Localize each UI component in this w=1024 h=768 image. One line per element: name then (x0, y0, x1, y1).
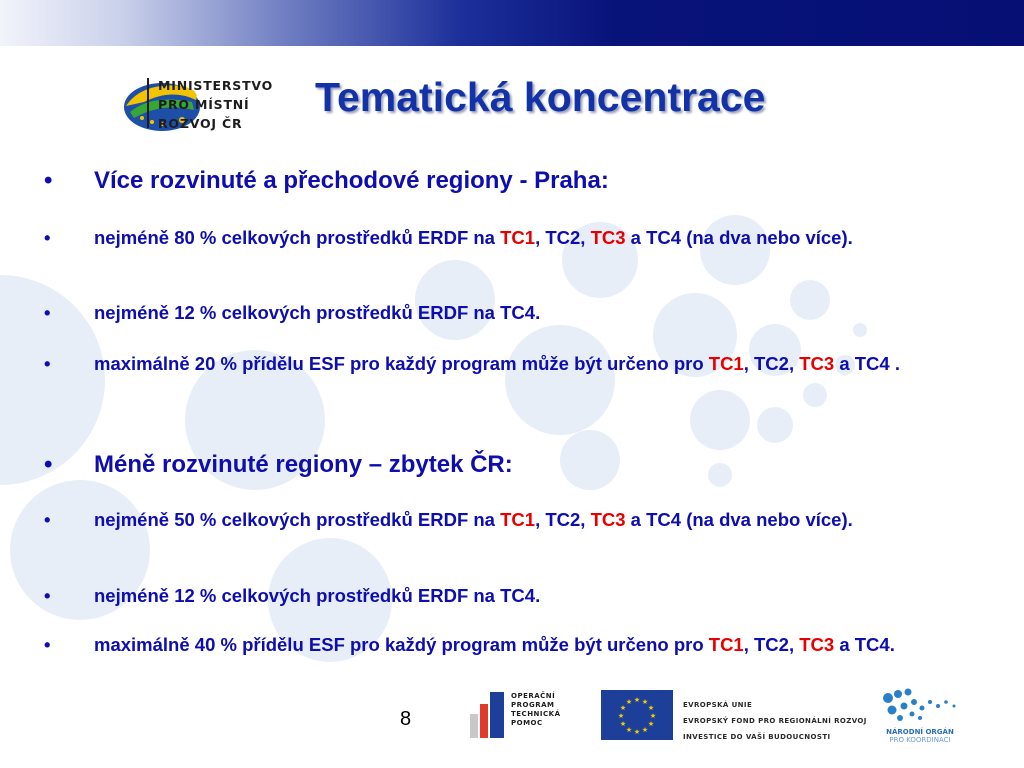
op-line: OPERAČNÍ (511, 692, 556, 700)
svg-text:★: ★ (641, 698, 649, 706)
op-line: TECHNICKÁ (511, 710, 561, 718)
narodni-organ-subtitle: PRO KOORDINACI (889, 736, 951, 744)
svg-text:★: ★ (625, 698, 633, 706)
highlight-tc3: TC3 (590, 509, 626, 530)
ministry-line: PRO MÍSTNÍ (158, 97, 250, 112)
highlight-tc1: TC1 (708, 353, 744, 374)
item-text: nejméně 80 % celkových prostředků ERDF na (94, 227, 501, 248)
list-item (44, 299, 974, 327)
item-text: nejméně 50 % celkových prostředků ERDF na (94, 509, 501, 530)
svg-text:★: ★ (647, 704, 655, 712)
svg-text:★: ★ (647, 720, 655, 728)
eu-line: EVROPSKÁ UNIE (683, 701, 753, 709)
list-item (44, 350, 974, 378)
svg-text:★: ★ (625, 726, 633, 734)
ministry-line: MINISTERSTVO (158, 78, 274, 93)
bullet: • (44, 227, 51, 248)
item-text: maximálně 40 % přídělu ESF pro každý program může být určeno pro (94, 634, 709, 655)
svg-text:★: ★ (619, 720, 627, 728)
item-text: a TC4 (na dva nebo více). (625, 227, 853, 248)
svg-text:★: ★ (649, 712, 657, 720)
item-text: maximálně 20 % přídělu ESF pro každý program může být určeno pro (94, 353, 709, 374)
list-item (44, 506, 974, 534)
narodni-organ-title: NÁRODNÍ ORGÁN (886, 728, 954, 736)
op-line: POMOC (511, 719, 543, 727)
ministry-name (158, 76, 273, 133)
item-text: , TC2, (743, 634, 800, 655)
item-text: nejméně 12 % celkových prostředků ERDF na TC4. (94, 585, 541, 606)
svg-text:★: ★ (633, 728, 641, 736)
eu-text (683, 697, 867, 745)
ministry-line: ROZVOJ ČR (158, 116, 243, 131)
highlight-tc3: TC3 (590, 227, 626, 248)
bullet: • (44, 509, 51, 530)
svg-text:★: ★ (633, 696, 641, 704)
svg-text:★: ★ (641, 726, 649, 734)
bullet: • (44, 451, 53, 478)
eu-line: INVESTICE DO VAŠÍ BUDOUCNOSTI (683, 733, 831, 741)
highlight-tc1: TC1 (500, 227, 536, 248)
section-heading (44, 167, 974, 195)
highlight-tc1: TC1 (708, 634, 744, 655)
op-line: PROGRAM (511, 701, 555, 709)
eu-line: EVROPSKÝ FOND PRO REGIONÁLNÍ ROZVOJ (683, 717, 867, 725)
eu-flag-icon (601, 690, 673, 740)
item-text: , TC2, (535, 227, 591, 248)
item-text: a TC4. (834, 634, 895, 655)
section-heading (44, 451, 974, 479)
bullet: • (44, 302, 51, 323)
bullet: • (44, 353, 51, 374)
page-title: Tematická koncentrace (315, 74, 766, 120)
highlight-tc3: TC3 (799, 353, 835, 374)
item-text: a TC4 (na dva nebo více). (625, 509, 853, 530)
op-program-text (511, 692, 561, 728)
list-item (44, 631, 974, 659)
section-heading-text: Méně rozvinuté regiony – zbytek ČR: (94, 451, 513, 478)
section-heading-text: Více rozvinuté a přechodové regiony - Praha: (94, 167, 609, 194)
item-text: , TC2, (743, 353, 800, 374)
highlight-tc3: TC3 (799, 634, 835, 655)
narodni-organ-logo-icon (880, 686, 970, 728)
bullet: • (44, 167, 53, 194)
ministry-separator (147, 78, 149, 128)
narodni-organ-text (875, 728, 965, 744)
op-program-logo-icon (468, 688, 510, 740)
item-text: a TC4 . (834, 353, 900, 374)
bullet: • (44, 634, 51, 655)
list-item (44, 224, 974, 252)
page-number: 8 (400, 708, 412, 730)
item-text: nejméně 12 % celkových prostředků ERDF na TC4. (94, 302, 541, 323)
list-item (44, 582, 974, 610)
item-text: , TC2, (535, 509, 591, 530)
bullet: • (44, 585, 51, 606)
highlight-tc1: TC1 (500, 509, 536, 530)
svg-text:★: ★ (617, 712, 625, 720)
svg-text:★: ★ (619, 704, 627, 712)
